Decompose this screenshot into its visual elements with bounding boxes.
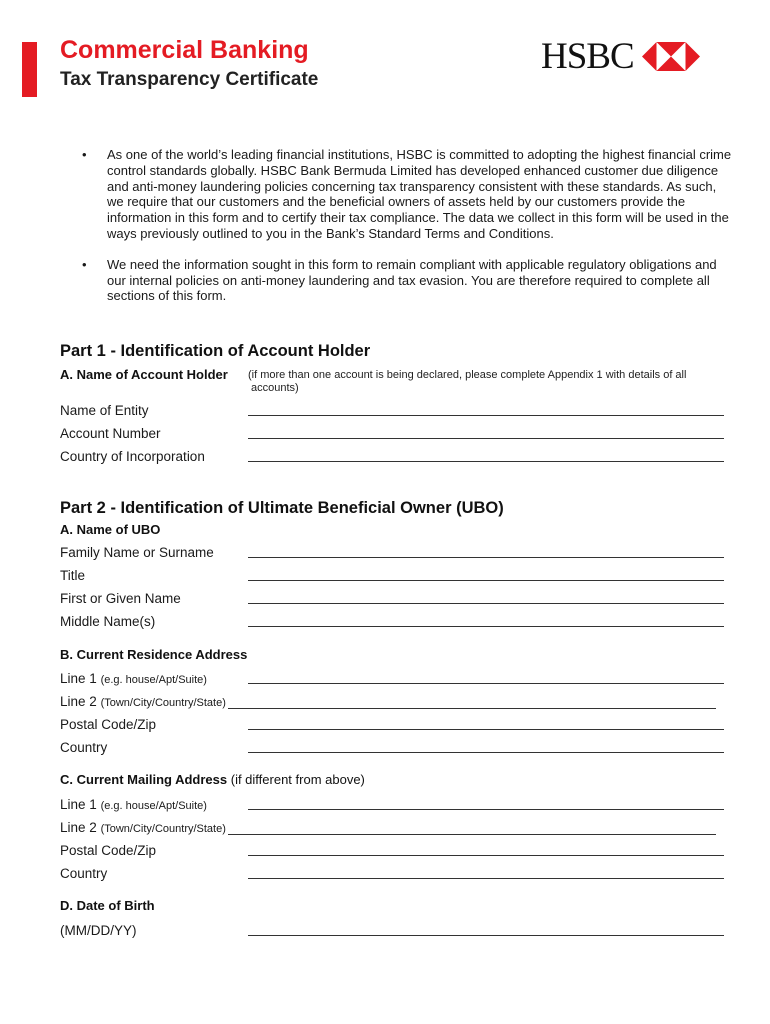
brand-accent-bar (22, 42, 37, 97)
residence-line2-field (60, 692, 716, 709)
intro-bullet-list (82, 147, 732, 304)
line1-text: Line 1 (60, 797, 97, 812)
family-name-field (60, 543, 724, 560)
country-incorporation-input[interactable] (248, 460, 724, 462)
line1-hint: (e.g. house/Apt/Suite) (100, 800, 207, 812)
line2-hint: (Town/City/Country/State) (100, 823, 226, 835)
first-name-field (60, 589, 724, 606)
line1-text: Line 1 (60, 671, 97, 686)
entity-name-input[interactable] (248, 414, 724, 416)
intro-bullet-1 (82, 147, 732, 242)
entity-name-field (60, 401, 724, 418)
residence-line1-field (60, 669, 724, 686)
part2-heading: Part 2 - Identification of Ultimate Beneficial Owner (UBO) (60, 499, 504, 517)
residence-line2-label (60, 694, 226, 709)
intro-bullet-text: We need the information sought in this form to remain compliant with applicable regulatory obligations and our internal policies on anti-money laundering and tax evasion. You are therefore required to complete all sections of this form. (107, 256, 717, 304)
line2-hint: (Town/City/Country/State) (100, 697, 226, 709)
line2-text: Line 2 (60, 694, 97, 709)
part1-heading: Part 1 - Identification of Account Holder (60, 342, 371, 360)
mailing-postal-field (60, 841, 724, 858)
part1-section-a-note (248, 369, 728, 395)
intro-bullet-text: As one of the world’s leading financial institutions, HSBC is committed to adopting the highest financial crime control standards globally. HSBC Bank Bermuda Limited has developed enhanced customer due diligence and anti-money laundering policies concerning tax transparency consistent with these standards. As such, we require that our customers and the beneficial owners of assets held by our customers provide the information in this form and to certify their tax compliance. The data we collect in this form will be used in the ways previously outlined to you in the Bank’s Standard Terms and Conditions. (107, 147, 732, 241)
intro-bullet-2 (82, 257, 732, 304)
mailing-line1-label (60, 797, 207, 812)
logo-wordmark: HSBC (541, 35, 634, 77)
residence-postal-field (60, 715, 724, 732)
mailing-line1-field (60, 795, 724, 812)
section-c-note: (if different from above) (230, 772, 365, 787)
residence-country-input[interactable] (248, 751, 724, 753)
mailing-line2-input[interactable] (228, 820, 716, 835)
residence-line1-label (60, 671, 207, 686)
mailing-postal-label: Postal Code/Zip (60, 843, 157, 858)
line1-hint: (e.g. house/Apt/Suite) (100, 674, 207, 686)
part2-section-b-heading: B. Current Residence Address (60, 647, 248, 662)
hexagon-logo-icon (642, 42, 700, 71)
middle-names-field (60, 612, 724, 629)
line2-text: Line 2 (60, 820, 97, 835)
bullet-icon: • (82, 256, 87, 272)
residence-postal-input[interactable] (248, 728, 724, 730)
mailing-country-input[interactable] (248, 877, 724, 879)
first-name-input[interactable] (248, 602, 724, 604)
title-field (60, 566, 724, 583)
residence-country-field (60, 738, 724, 755)
country-incorporation-field (60, 447, 724, 464)
mailing-postal-input[interactable] (248, 854, 724, 856)
hsbc-logo (541, 36, 700, 76)
document-title: Tax Transparency Certificate (60, 69, 319, 90)
middle-names-label: Middle Name(s) (60, 614, 156, 629)
page-title: Commercial Banking (60, 36, 309, 64)
residence-line2-input[interactable] (228, 694, 716, 709)
account-number-field (60, 424, 724, 441)
middle-names-input[interactable] (248, 625, 724, 627)
dob-field (60, 921, 724, 938)
mailing-line2-field (60, 818, 716, 835)
part2-section-a-heading: A. Name of UBO (60, 522, 161, 537)
mailing-line1-input[interactable] (248, 808, 724, 810)
account-number-input[interactable] (248, 437, 724, 439)
bullet-icon: • (82, 147, 87, 162)
mailing-line2-label (60, 820, 226, 835)
account-number-label: Account Number (60, 426, 161, 441)
title-label: Title (60, 568, 86, 583)
mailing-country-label: Country (60, 866, 108, 881)
residence-country-label: Country (60, 740, 108, 755)
family-name-label: Family Name or Surname (60, 545, 214, 560)
residence-line1-input[interactable] (248, 682, 724, 684)
title-input[interactable] (248, 579, 724, 581)
mailing-country-field (60, 864, 724, 881)
note-line-2: accounts) (251, 382, 299, 394)
country-incorporation-label: Country of Incorporation (60, 449, 205, 464)
part1-section-a-heading: A. Name of Account Holder (60, 367, 228, 382)
dob-format-label: (MM/DD/YY) (60, 923, 137, 938)
section-c-title: C. Current Mailing Address (60, 772, 228, 787)
part2-section-c-heading (60, 772, 365, 787)
dob-input[interactable] (248, 934, 724, 936)
residence-postal-label: Postal Code/Zip (60, 717, 157, 732)
first-name-label: First or Given Name (60, 591, 181, 606)
entity-name-label: Name of Entity (60, 403, 149, 418)
note-line-1: (if more than one account is being declared, please complete Appendix 1 with details of all (248, 369, 687, 381)
family-name-input[interactable] (248, 556, 724, 558)
part2-section-d-heading: D. Date of Birth (60, 898, 155, 913)
